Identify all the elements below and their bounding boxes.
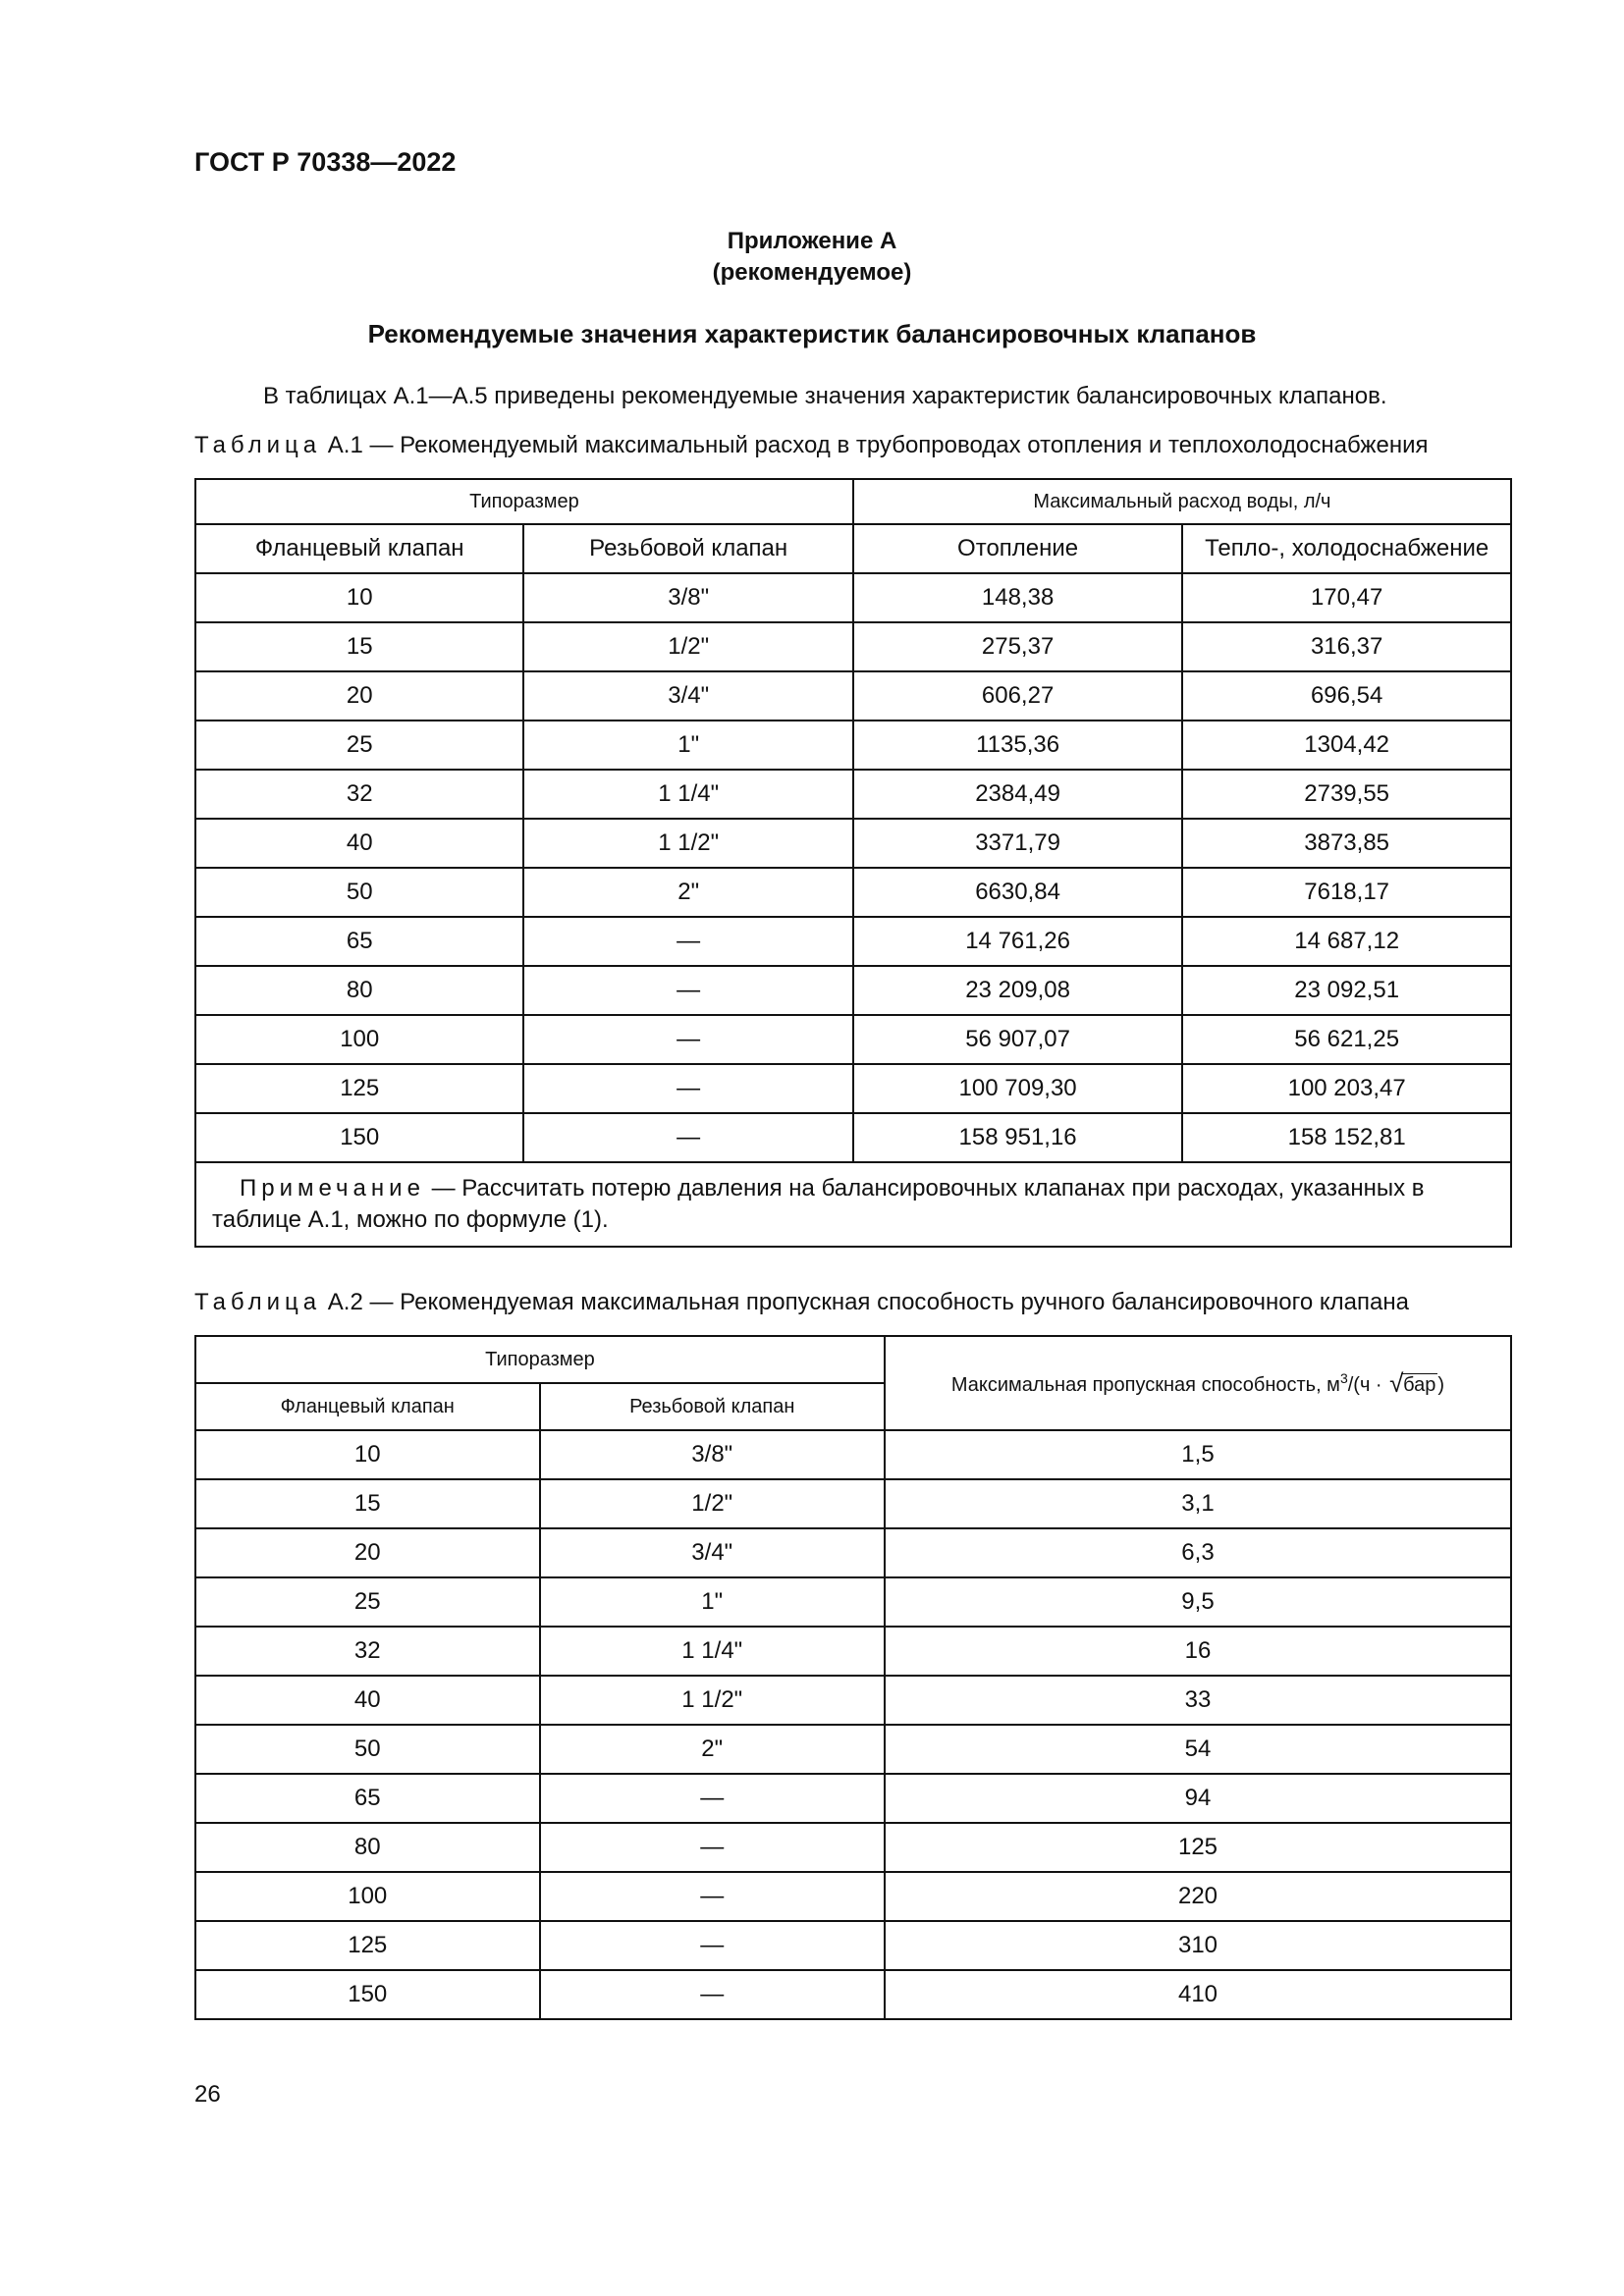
cell: 2384,49 [853, 770, 1182, 819]
table-row [195, 1676, 1511, 1725]
cell: 1,5 [885, 1430, 1511, 1479]
table2-caption [194, 1289, 1409, 1316]
cell: 20 [195, 671, 523, 721]
cell: 3/8" [523, 573, 852, 622]
section-title: Рекомендуемые значения характеристик балансировочных клапанов [367, 319, 1257, 348]
cell: 1" [540, 1577, 885, 1627]
cell: 2" [523, 868, 852, 917]
cell: 1 1/4" [540, 1627, 885, 1676]
cell: 65 [195, 917, 523, 966]
table-row [195, 770, 1511, 819]
cell: 125 [885, 1823, 1511, 1872]
cell: 65 [195, 1774, 540, 1823]
cell: 50 [195, 1725, 540, 1774]
cell: 410 [885, 1970, 1511, 2019]
cell: 10 [195, 573, 523, 622]
cell: 3,1 [885, 1479, 1511, 1528]
cell: 100 [195, 1015, 523, 1064]
cell: 3/4" [540, 1528, 885, 1577]
cell: 6,3 [885, 1528, 1511, 1577]
table-row [195, 819, 1511, 868]
cell: 310 [885, 1921, 1511, 1970]
cell: 275,37 [853, 622, 1182, 671]
cell: 125 [195, 1064, 523, 1113]
cell: 606,27 [853, 671, 1182, 721]
cell: 10 [195, 1430, 540, 1479]
cell: — [540, 1921, 885, 1970]
table1-group-size: Типоразмер [195, 479, 853, 524]
cell: 56 907,07 [853, 1015, 1182, 1064]
table-row [195, 1872, 1511, 1921]
cell: — [523, 1064, 852, 1113]
cell: — [540, 1872, 885, 1921]
table-row [195, 671, 1511, 721]
cell: 2739,55 [1182, 770, 1511, 819]
table1-note [195, 1162, 1511, 1247]
table1-note-text: — Рассчитать потерю давления на балансировочных клапанах при расходах, указанных в таблице А.1, можно по формуле (1). [212, 1175, 1425, 1233]
cell: 23 092,51 [1182, 966, 1511, 1015]
table-row [195, 1970, 1511, 2019]
cell: 6630,84 [853, 868, 1182, 917]
cell: 170,47 [1182, 573, 1511, 622]
cell: 50 [195, 868, 523, 917]
cell: — [540, 1970, 885, 2019]
cell: 56 621,25 [1182, 1015, 1511, 1064]
cell: 696,54 [1182, 671, 1511, 721]
cell: 158 951,16 [853, 1113, 1182, 1162]
cell: — [523, 966, 852, 1015]
cell: 1 1/4" [523, 770, 852, 819]
cell: 25 [195, 721, 523, 770]
cell: 125 [195, 1921, 540, 1970]
cell: 32 [195, 1627, 540, 1676]
table-row [195, 1627, 1511, 1676]
cell: — [540, 1774, 885, 1823]
capacity-root: бар [1403, 1373, 1436, 1396]
cell: 150 [195, 1970, 540, 2019]
cell: 1" [523, 721, 852, 770]
table-row [195, 1015, 1511, 1064]
table-row [195, 1823, 1511, 1872]
table-row [195, 1064, 1511, 1113]
intro-paragraph: В таблицах А.1—А.5 приведены рекомендуемые значения характеристик балансировочных клапанов. [263, 383, 1387, 409]
cell: 33 [885, 1676, 1511, 1725]
cell: 1 1/2" [540, 1676, 885, 1725]
cell: 1/2" [523, 622, 852, 671]
appendix-heading [0, 226, 1624, 289]
cell: 148,38 [853, 573, 1182, 622]
table2-col-thread: Резьбовой клапан [540, 1383, 885, 1430]
cell: 1/2" [540, 1479, 885, 1528]
cell: 220 [885, 1872, 1511, 1921]
table1-group-flow: Максимальный расход воды, л/ч [853, 479, 1511, 524]
cell: 150 [195, 1113, 523, 1162]
table-row [195, 1113, 1511, 1162]
cell: 25 [195, 1577, 540, 1627]
cell: 100 709,30 [853, 1064, 1182, 1113]
table-row [195, 1528, 1511, 1577]
capacity-suffix: ) [1437, 1373, 1445, 1396]
cell: 23 209,08 [853, 966, 1182, 1015]
cell: — [540, 1823, 885, 1872]
table1-caption-text: А.1 — Рекомендуемый максимальный расход в трубопроводах отопления и теплохолодоснабжения [327, 432, 1429, 458]
table-row [195, 622, 1511, 671]
cell: 14 761,26 [853, 917, 1182, 966]
cell: 15 [195, 622, 523, 671]
table1-col-cooling: Тепло-, холодоснабжение [1182, 524, 1511, 573]
table2-group-size: Типоразмер [195, 1336, 885, 1383]
table1-caption [194, 432, 1429, 459]
table-row [195, 868, 1511, 917]
table-row [195, 1479, 1511, 1528]
cell: — [523, 917, 852, 966]
cell: 1135,36 [853, 721, 1182, 770]
cell: 2" [540, 1725, 885, 1774]
sqrt-symbol: √ бар [1389, 1367, 1436, 1398]
cell: 94 [885, 1774, 1511, 1823]
table2-caption-label: Таблица [194, 1289, 322, 1315]
cell: 14 687,12 [1182, 917, 1511, 966]
cell: — [523, 1015, 852, 1064]
cell: 40 [195, 819, 523, 868]
cell: 16 [885, 1627, 1511, 1676]
standard-header: ГОСТ Р 70338—2022 [194, 147, 457, 177]
cell: 32 [195, 770, 523, 819]
cell: 54 [885, 1725, 1511, 1774]
table-row [195, 1430, 1511, 1479]
capacity-mid: /(ч · [1347, 1373, 1382, 1396]
table1-col-flange: Фланцевый клапан [195, 524, 523, 573]
cell: 7618,17 [1182, 868, 1511, 917]
table1-col-heating: Отопление [853, 524, 1182, 573]
cell: 316,37 [1182, 622, 1511, 671]
cell: 15 [195, 1479, 540, 1528]
table1-caption-label: Таблица [194, 432, 322, 458]
cell: 3/8" [540, 1430, 885, 1479]
table-row [195, 917, 1511, 966]
table-row [195, 1577, 1511, 1627]
cell: 3/4" [523, 671, 852, 721]
cell: 20 [195, 1528, 540, 1577]
cell: 3873,85 [1182, 819, 1511, 868]
table-a1 [194, 478, 1512, 1248]
page-number: 26 [194, 2081, 221, 2108]
cell: 158 152,81 [1182, 1113, 1511, 1162]
capacity-exponent: 3 [1339, 1369, 1348, 1386]
table-row [195, 721, 1511, 770]
cell: — [523, 1113, 852, 1162]
cell: 80 [195, 966, 523, 1015]
table-row [195, 1725, 1511, 1774]
table-row [195, 573, 1511, 622]
table-row [195, 966, 1511, 1015]
table-row [195, 1774, 1511, 1823]
appendix-title: Приложение А [727, 228, 897, 254]
cell: 3371,79 [853, 819, 1182, 868]
table2-col-capacity [885, 1336, 1511, 1430]
capacity-prefix: Максимальная пропускная способность, м [950, 1373, 1340, 1396]
table2-caption-text: А.2 — Рекомендуемая максимальная пропускная способность ручного балансировочного клапана [327, 1289, 1409, 1315]
cell: 9,5 [885, 1577, 1511, 1627]
table-a2 [194, 1335, 1512, 2020]
table2-col-flange: Фланцевый клапан [195, 1383, 540, 1430]
cell: 80 [195, 1823, 540, 1872]
cell: 1 1/2" [523, 819, 852, 868]
table1-note-label: Примечание [240, 1175, 425, 1201]
table-row [195, 1921, 1511, 1970]
appendix-status: (рекомендуемое) [712, 259, 912, 286]
table1-col-thread: Резьбовой клапан [523, 524, 852, 573]
cell: 40 [195, 1676, 540, 1725]
cell: 1304,42 [1182, 721, 1511, 770]
cell: 100 [195, 1872, 540, 1921]
cell: 100 203,47 [1182, 1064, 1511, 1113]
